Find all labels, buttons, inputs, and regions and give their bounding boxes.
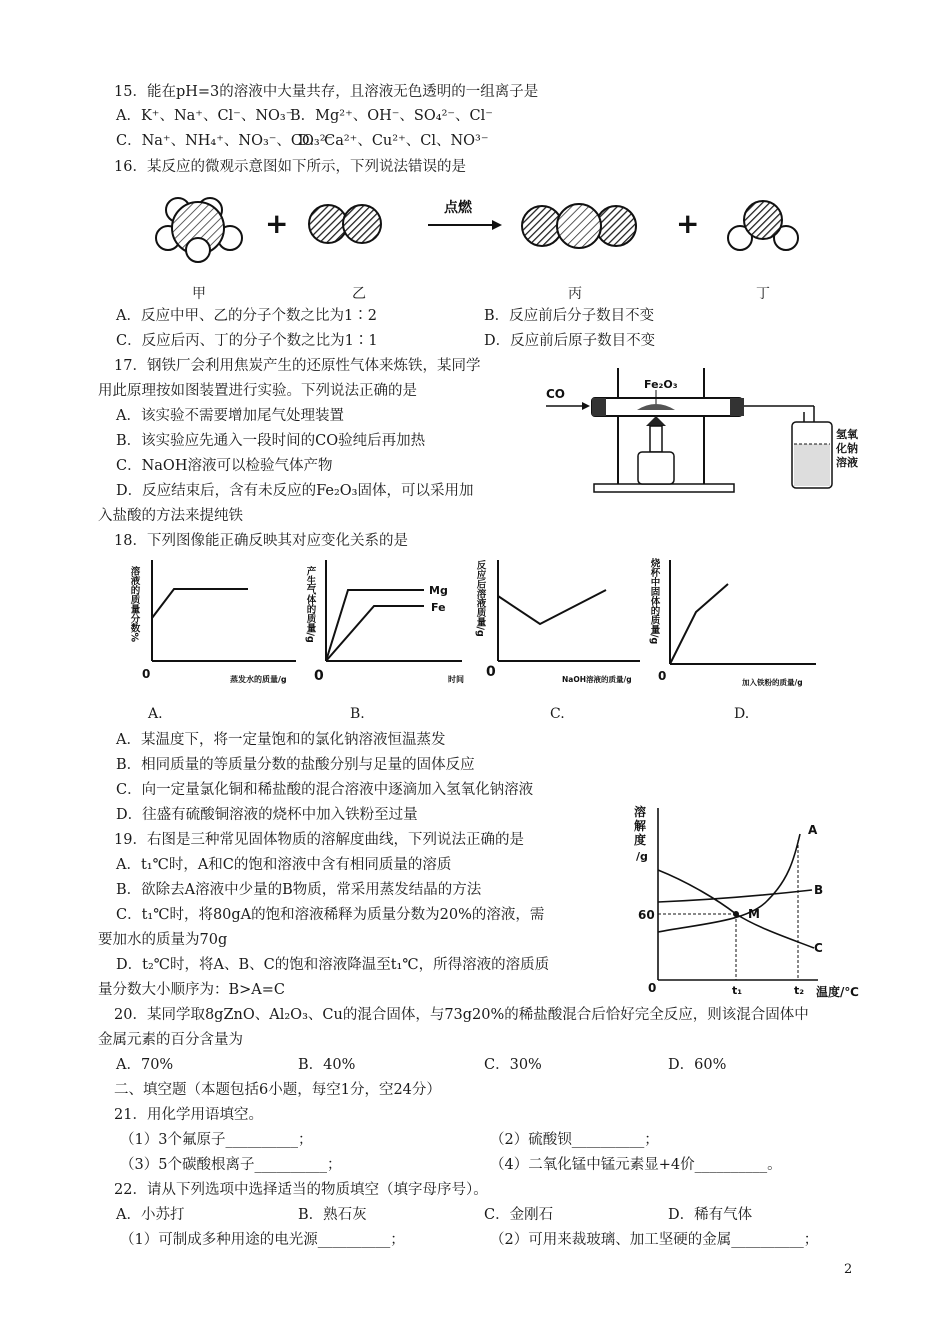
q17-option-d-2: 入盐酸的方法来提纯铁 [98, 508, 243, 524]
label-yi: 乙 [352, 286, 366, 302]
graph-b-letter: B. [350, 706, 365, 722]
q18-option-b: B．相同质量的等质量分数的盐酸分别与足量的固体反应 [116, 757, 475, 773]
q17-option-d-1: D．反应结束后，含有未反应的Fe₂O₃固体，可以采用加 [116, 483, 474, 499]
apparatus-fe2o3-label: Fe₂O₃ [644, 378, 678, 391]
chart-ylabel-1: 溶 [634, 805, 647, 819]
svg-text:+: + [265, 207, 289, 240]
apparatus-naoh-label-2: 化钠 [836, 442, 858, 455]
chart-xlabel: 温度/℃ [816, 985, 859, 999]
q17-apparatus-diagram [542, 360, 862, 495]
q22-item-1[interactable]: （1）可制成多种用途的电光源__________； [120, 1232, 405, 1248]
graph-b-series-mg: Mg [429, 584, 448, 597]
q15-option-b: B．Mg²⁺、OH⁻、SO₄²⁻、Cl⁻ [290, 108, 493, 124]
q19-option-d-2: 量分数大小顺序为：B>A=C [98, 982, 286, 998]
label-bing: 丙 [568, 286, 582, 302]
q15-stem: 15．能在pH=3的溶液中大量共存，且溶液无色透明的一组离子是 [114, 84, 539, 100]
q16-option-b: B．反应前后分子数目不变 [484, 308, 655, 324]
graph-b-origin: 0 [314, 668, 324, 684]
q15-option-a: A．K⁺、Na⁺、Cl⁻、NO₃⁻ [116, 108, 294, 124]
q21-stem: 21．用化学用语填空。 [114, 1107, 263, 1123]
q20-option-a: A．70% [116, 1057, 174, 1073]
chart-t2: t₂ [794, 984, 805, 997]
q20-stem-2: 金属元素的百分含量为 [98, 1032, 243, 1048]
q19-option-c-2: 要加水的质量为70g [98, 932, 228, 948]
graph-b-xlabel: 时间 [448, 675, 464, 684]
graph-a-ylabel: 溶液的质量分数% [128, 566, 140, 643]
q16-option-d: D．反应前后原子数目不变 [484, 333, 656, 349]
chart-t1: t₁ [732, 984, 743, 997]
q20-stem-1: 20．某同学取8gZnO、Al₂O₃、Cu的混合固体，与73g20%的稀盐酸混合后恰好完全反应，则该混合固体中 [114, 1007, 809, 1023]
q16-reaction-diagram [140, 188, 820, 276]
q21-item-2[interactable]: （2）硫酸钡__________； [490, 1132, 659, 1148]
q20-option-c: C．30% [484, 1057, 542, 1073]
q15-option-c: C．Na⁺、NH₄⁺、NO₃⁻、CO₃²⁻ [116, 133, 334, 149]
chart-ylabel-4: /g [636, 850, 648, 863]
graph-c-letter: C. [550, 706, 565, 722]
q17-option-b: B．该实验应先通入一段时间的CO验纯后再加热 [116, 433, 426, 449]
graph-a-letter: A. [148, 706, 163, 722]
q19-stem: 19．右图是三种常见固体物质的溶解度曲线，下列说法正确的是 [114, 832, 524, 848]
graph-a [129, 560, 297, 684]
molecule-yi [309, 205, 381, 243]
q19-option-d-1: D．t₂℃时，将A、B、C的饱和溶液降温至t₁℃，所得溶液的溶质质 [116, 957, 550, 973]
q21-item-4[interactable]: （4）二氧化锰中锰元素显+4价__________。 [490, 1157, 782, 1173]
graph-d-xlabel: 加入铁粉的质量/g [742, 678, 803, 687]
q15-option-d: D．Ca²⁺、Cu²⁺、Cl、NO³⁻ [298, 133, 489, 149]
apparatus-co-label: CO [546, 387, 566, 401]
q22-option-a: A．小苏打 [116, 1207, 185, 1223]
graph-d-ylabel: 烧杯中固体的质量/g [648, 558, 660, 645]
graph-a-origin: 0 [142, 667, 151, 681]
q17-option-c: C．NaOH溶液可以检验气体产物 [116, 458, 333, 474]
q17-option-a: A．该实验不需要增加尾气处理装置 [116, 408, 344, 424]
q20-option-d: D．60% [668, 1057, 727, 1073]
graph-c-ylabel: 反应后溶液质量/g [474, 560, 486, 637]
graph-c-origin: 0 [486, 664, 496, 680]
graph-d-origin: 0 [658, 669, 667, 683]
q17-stem-2: 用此原理按如图装置进行实验。下列说法正确的是 [98, 383, 417, 399]
label-ding: 丁 [756, 286, 770, 302]
page-number: 2 [844, 1262, 853, 1277]
q18-option-d: D．往盛有硫酸铜溶液的烧杯中加入铁粉至过量 [116, 807, 418, 823]
molecule-bing [522, 204, 636, 248]
q22-option-c: C．金刚石 [484, 1207, 554, 1223]
curve-b [658, 890, 812, 902]
chart-y60-label: 60 [638, 908, 655, 922]
curve-a [658, 834, 800, 932]
molecule-jia [156, 198, 242, 262]
q22-item-2[interactable]: （2）可用来裁玻璃、加工坚硬的金属__________； [490, 1232, 819, 1248]
graph-b-series-fe: Fe [431, 601, 446, 614]
q21-item-3[interactable]: （3）5个碳酸根离子__________； [120, 1157, 342, 1173]
chart-origin: 0 [648, 981, 657, 995]
q21-item-1[interactable]: （1）3个氟原子__________； [120, 1132, 313, 1148]
series-label-c: C [814, 941, 823, 955]
molecule-ding [728, 201, 798, 250]
q16-option-a: A．反应中甲、乙的分子个数之比为1∶2 [116, 308, 377, 324]
graph-d [649, 557, 817, 687]
q19-option-a: A．t₁℃时，A和C的饱和溶液中含有相同质量的溶质 [116, 857, 452, 873]
graph-b [305, 560, 465, 684]
graph-c [475, 559, 641, 684]
apparatus-naoh-label-3: 溶液 [836, 456, 858, 469]
apparatus-naoh-label-1: 氢氧 [836, 428, 858, 441]
graph-b-ylabel: 产生气体的质量/g [304, 566, 316, 643]
graph-c-xlabel: NaOH溶液的质量/g [562, 675, 632, 684]
q20-option-b: B．40% [298, 1057, 356, 1073]
q18-option-c: C．向一定量氯化铜和稀盐酸的混合溶液中逐滴加入氢氧化钠溶液 [116, 782, 534, 798]
section-2-heading: 二、填空题（本题包括6小题，每空1分，空24分） [114, 1082, 441, 1098]
graph-a-xlabel: 蒸发水的质量/g [230, 675, 287, 684]
solubility-chart [628, 800, 868, 1000]
q22-option-b: B．熟石灰 [298, 1207, 367, 1223]
q16-stem: 16．某反应的微观示意图如下所示，下列说法错误的是 [114, 159, 466, 175]
q22-stem: 22．请从下列选项中选择适当的物质填空（填字母序号）。 [114, 1182, 488, 1198]
series-label-a: A [808, 823, 818, 837]
q19-option-b: B．欲除去A溶液中少量的B物质，常采用蒸发结晶的方法 [116, 882, 482, 898]
q16-option-c: C．反应后丙、丁的分子个数之比为1∶1 [116, 333, 378, 349]
chart-ylabel-2: 解 [634, 819, 647, 833]
series-label-b: B [814, 883, 824, 897]
chart-ylabel-3: 度 [634, 833, 647, 847]
q22-option-d: D．稀有气体 [668, 1207, 753, 1223]
q18-graphs [130, 556, 820, 691]
label-jia: 甲 [192, 286, 206, 302]
svg-text:+: + [676, 207, 700, 240]
q18-stem: 18．下列图像能正确反映其对应变化关系的是 [114, 533, 408, 549]
q18-option-a: A．某温度下，将一定量饱和的氯化钠溶液恒温蒸发 [116, 732, 446, 748]
chart-point-m: M [748, 907, 760, 921]
q19-option-c-1: C．t₁℃时，将80gA的饱和溶液稀释为质量分数为20%的溶液，需 [116, 907, 545, 923]
graph-d-letter: D. [734, 706, 750, 722]
reaction-condition: 点燃 [444, 200, 472, 216]
q17-stem-1: 17．钢铁厂会利用焦炭产生的还原性气体来炼铁，某同学 [114, 358, 481, 374]
